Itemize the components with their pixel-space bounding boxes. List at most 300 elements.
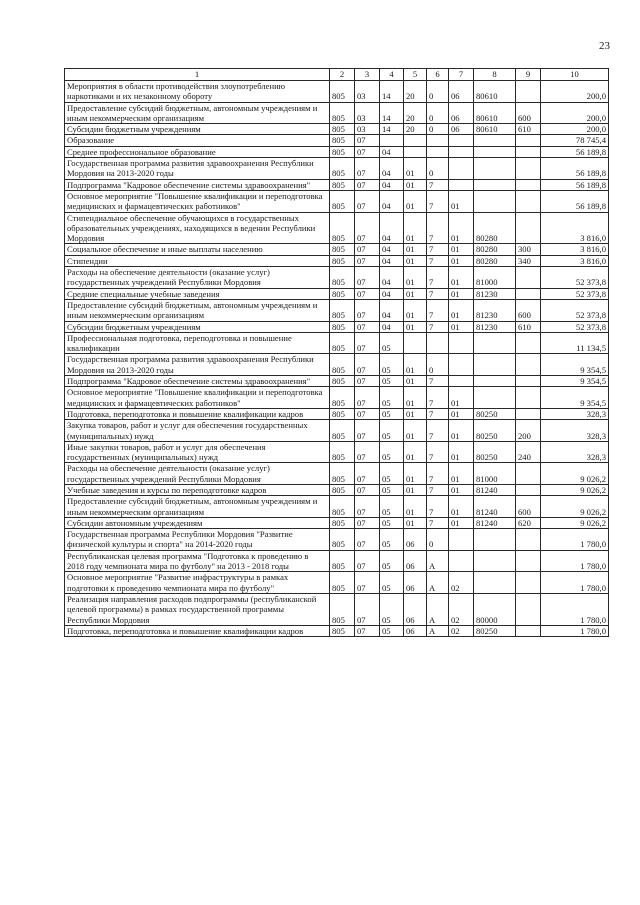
code-cell: 81240 [474, 517, 516, 528]
row-name-cell: Образование [65, 135, 330, 146]
table-row [65, 593, 609, 625]
code-cell: 7 [427, 376, 449, 387]
code-cell: 07 [355, 179, 380, 190]
code-cell: 81230 [474, 299, 516, 321]
table-row [65, 354, 609, 376]
code-cell: 80280 [474, 212, 516, 244]
table-row [65, 441, 609, 463]
column-header: 2 [330, 69, 355, 81]
code-cell: 01 [404, 190, 427, 212]
code-cell: 05 [380, 529, 404, 551]
code-cell [516, 179, 541, 190]
code-cell: 01 [449, 321, 474, 332]
code-cell [449, 332, 474, 354]
table-row [65, 496, 609, 518]
row-name-cell: Подготовка, переподготовка и повышение квалификации кадров [65, 625, 330, 636]
code-cell: 05 [380, 550, 404, 572]
row-name-cell: Социальное обеспечение и иные выплаты населению [65, 244, 330, 255]
row-name-cell: Расходы на обеспечение деятельности (оказание услуг) государственных учреждений Республики Мордовия [65, 463, 330, 485]
column-header: 5 [404, 69, 427, 81]
amount-cell: 78 745,4 [541, 135, 609, 146]
code-cell: 80280 [474, 244, 516, 255]
code-cell: 805 [330, 81, 355, 103]
code-cell: 600 [516, 496, 541, 518]
code-cell: 04 [380, 255, 404, 266]
code-cell: 06 [404, 529, 427, 551]
code-cell: 05 [380, 408, 404, 419]
code-cell [474, 158, 516, 180]
row-name-cell: Государственная программа развития здравоохранения Республики Мордовия на 2013-2020 годы [65, 158, 330, 180]
code-cell [516, 81, 541, 103]
amount-cell: 52 373,8 [541, 299, 609, 321]
code-cell: 01 [449, 190, 474, 212]
code-cell: 07 [355, 244, 380, 255]
code-cell: 01 [449, 463, 474, 485]
code-cell: 805 [330, 593, 355, 625]
code-cell: 04 [380, 244, 404, 255]
table-row [65, 299, 609, 321]
code-cell: 805 [330, 321, 355, 332]
code-cell: 07 [355, 496, 380, 518]
code-cell: 07 [355, 387, 380, 409]
code-cell: 7 [427, 288, 449, 299]
code-cell [449, 376, 474, 387]
row-name-cell: Республиканская целевая программа "Подготовка к проведению в 2018 году чемпионата мира по футболу" на 2013 - 2018 годы [65, 550, 330, 572]
amount-cell: 200,0 [541, 81, 609, 103]
code-cell: 01 [449, 408, 474, 419]
code-cell: 7 [427, 190, 449, 212]
row-name-cell: Реализация направления расходов подпрограммы (республиканской целевой программы) в рамках государственной программы Республики Мордовия [65, 593, 330, 625]
code-cell: 805 [330, 255, 355, 266]
code-cell: 805 [330, 387, 355, 409]
code-cell: 07 [355, 212, 380, 244]
row-name-cell: Расходы на обеспечение деятельности (оказание услуг) государственных учреждений Республики Мордовия [65, 267, 330, 289]
row-name-cell: Подпрограмма "Кадровое обеспечение системы здравоохранения" [65, 179, 330, 190]
table-row [65, 212, 609, 244]
code-cell: 805 [330, 408, 355, 419]
code-cell: 07 [355, 441, 380, 463]
row-name-cell: Субсидии бюджетным учреждениям [65, 124, 330, 135]
code-cell: 01 [404, 179, 427, 190]
code-cell: 01 [404, 387, 427, 409]
table-row [65, 179, 609, 190]
code-cell: 805 [330, 288, 355, 299]
code-cell [449, 158, 474, 180]
code-cell: А [427, 572, 449, 594]
code-cell: 20 [404, 124, 427, 135]
code-cell: 07 [355, 517, 380, 528]
code-cell [474, 332, 516, 354]
code-cell: 01 [449, 387, 474, 409]
code-cell [516, 550, 541, 572]
amount-cell: 1 780,0 [541, 625, 609, 636]
code-cell: 07 [355, 321, 380, 332]
code-cell: 0 [427, 529, 449, 551]
row-name-cell: Закупка товаров, работ и услуг для обеспечения государственных (муниципальных) нужд [65, 420, 330, 442]
code-cell: 805 [330, 212, 355, 244]
code-cell: 01 [449, 496, 474, 518]
code-cell [516, 332, 541, 354]
code-cell: 01 [449, 420, 474, 442]
code-cell: 7 [427, 484, 449, 495]
code-cell: 0 [427, 102, 449, 124]
code-cell: 07 [355, 288, 380, 299]
code-cell: 01 [404, 496, 427, 518]
code-cell: 80610 [474, 124, 516, 135]
code-cell: 7 [427, 212, 449, 244]
column-header: 1 [65, 69, 330, 81]
table-row [65, 550, 609, 572]
table-row [65, 625, 609, 636]
code-cell: 06 [449, 102, 474, 124]
amount-cell: 56 189,8 [541, 146, 609, 157]
code-cell: 01 [404, 376, 427, 387]
code-cell: 300 [516, 244, 541, 255]
amount-cell: 200,0 [541, 124, 609, 135]
code-cell: 04 [380, 299, 404, 321]
code-cell [380, 135, 404, 146]
code-cell: 01 [449, 517, 474, 528]
code-cell: 0 [427, 81, 449, 103]
table-row [65, 190, 609, 212]
table-row [65, 572, 609, 594]
code-cell: 200 [516, 420, 541, 442]
code-cell: 600 [516, 299, 541, 321]
code-cell: 14 [380, 124, 404, 135]
code-cell: 80280 [474, 255, 516, 266]
row-name-cell: Профессиональная подготовка, переподготовка и повышение квалификации [65, 332, 330, 354]
code-cell: 805 [330, 135, 355, 146]
code-cell: 7 [427, 441, 449, 463]
code-cell: 07 [355, 625, 380, 636]
code-cell: 07 [355, 332, 380, 354]
column-header: 9 [516, 69, 541, 81]
code-cell: 14 [380, 81, 404, 103]
amount-cell: 328,3 [541, 408, 609, 419]
row-name-cell: Иные закупки товаров, работ и услуг для обеспечения государственных (муниципальных) нужд [65, 441, 330, 463]
code-cell [516, 625, 541, 636]
code-cell: 805 [330, 244, 355, 255]
amount-cell: 1 780,0 [541, 572, 609, 594]
code-cell [474, 135, 516, 146]
code-cell: 80250 [474, 408, 516, 419]
code-cell: 01 [404, 321, 427, 332]
code-cell: 7 [427, 179, 449, 190]
code-cell [516, 529, 541, 551]
code-cell [516, 572, 541, 594]
page-number: 23 [599, 40, 610, 52]
code-cell: 07 [355, 593, 380, 625]
code-cell: 03 [355, 102, 380, 124]
code-cell: 7 [427, 517, 449, 528]
code-cell: 04 [380, 288, 404, 299]
code-cell: 01 [404, 244, 427, 255]
amount-cell: 9 354,5 [541, 387, 609, 409]
code-cell: 05 [380, 387, 404, 409]
code-cell: 07 [355, 463, 380, 485]
code-cell: 01 [404, 420, 427, 442]
amount-cell: 9 026,2 [541, 484, 609, 495]
code-cell [404, 332, 427, 354]
code-cell: 01 [404, 299, 427, 321]
code-cell: 80250 [474, 420, 516, 442]
code-cell: 7 [427, 299, 449, 321]
amount-cell: 56 189,8 [541, 190, 609, 212]
code-cell: 01 [449, 244, 474, 255]
code-cell [516, 463, 541, 485]
code-cell: 80610 [474, 102, 516, 124]
table-row [65, 158, 609, 180]
code-cell: 01 [404, 408, 427, 419]
code-cell [516, 387, 541, 409]
code-cell: 7 [427, 255, 449, 266]
amount-cell: 328,3 [541, 441, 609, 463]
code-cell: 05 [380, 354, 404, 376]
table-row [65, 332, 609, 354]
code-cell: 07 [355, 190, 380, 212]
code-cell [516, 212, 541, 244]
row-name-cell: Учебные заведения и курсы по переподготовке кадров [65, 484, 330, 495]
row-name-cell: Субсидии бюджетным учреждениям [65, 321, 330, 332]
code-cell: 805 [330, 625, 355, 636]
code-cell: 02 [449, 572, 474, 594]
code-cell [516, 288, 541, 299]
code-cell: 06 [404, 550, 427, 572]
code-cell: 01 [404, 288, 427, 299]
code-cell: 06 [449, 124, 474, 135]
amount-cell: 56 189,8 [541, 158, 609, 180]
table-row [65, 81, 609, 103]
code-cell: 05 [380, 441, 404, 463]
amount-cell: 3 816,0 [541, 255, 609, 266]
code-cell: 02 [449, 625, 474, 636]
code-cell: 340 [516, 255, 541, 266]
code-cell: 02 [449, 593, 474, 625]
code-cell: 240 [516, 441, 541, 463]
code-cell [427, 332, 449, 354]
code-cell [516, 135, 541, 146]
table-row [65, 102, 609, 124]
table-row [65, 267, 609, 289]
amount-cell: 9 026,2 [541, 517, 609, 528]
code-cell: 01 [449, 484, 474, 495]
code-cell [474, 354, 516, 376]
code-cell: 01 [404, 255, 427, 266]
code-cell: 7 [427, 408, 449, 419]
row-name-cell: Государственная программа развития здравоохранения Республики Мордовия на 2013-2020 годы [65, 354, 330, 376]
code-cell: 81240 [474, 496, 516, 518]
code-cell: 805 [330, 354, 355, 376]
code-cell: 7 [427, 387, 449, 409]
table-header-row [65, 69, 609, 81]
code-cell: 805 [330, 484, 355, 495]
code-cell: 81230 [474, 321, 516, 332]
row-name-cell: Основное мероприятие "Повышение квалификации и переподготовка медицинских и фармацевтических работников" [65, 190, 330, 212]
code-cell: 07 [355, 408, 380, 419]
code-cell: 805 [330, 190, 355, 212]
column-header: 8 [474, 69, 516, 81]
code-cell: 81240 [474, 484, 516, 495]
code-cell: 805 [330, 299, 355, 321]
code-cell [427, 135, 449, 146]
code-cell [474, 572, 516, 594]
code-cell: 610 [516, 321, 541, 332]
code-cell [449, 529, 474, 551]
code-cell: 0 [427, 354, 449, 376]
table-row [65, 146, 609, 157]
code-cell: 07 [355, 550, 380, 572]
code-cell [516, 158, 541, 180]
code-cell: 7 [427, 267, 449, 289]
code-cell: 06 [404, 625, 427, 636]
table-row [65, 387, 609, 409]
table-row [65, 484, 609, 495]
code-cell: 805 [330, 441, 355, 463]
code-cell: 07 [355, 420, 380, 442]
amount-cell: 52 373,8 [541, 321, 609, 332]
code-cell: 7 [427, 463, 449, 485]
row-name-cell: Подготовка, переподготовка и повышение квалификации кадров [65, 408, 330, 419]
code-cell: 03 [355, 124, 380, 135]
code-cell: 05 [380, 496, 404, 518]
code-cell: 7 [427, 321, 449, 332]
amount-cell: 9 026,2 [541, 496, 609, 518]
code-cell: 01 [449, 212, 474, 244]
code-cell: 805 [330, 179, 355, 190]
table-row [65, 376, 609, 387]
row-name-cell: Основное мероприятие "Развитие инфраструктуры в рамках подготовки к проведению чемпионата мира по футболу" [65, 572, 330, 594]
column-header: 6 [427, 69, 449, 81]
code-cell: 805 [330, 376, 355, 387]
code-cell: А [427, 625, 449, 636]
code-cell: 07 [355, 376, 380, 387]
code-cell: 600 [516, 102, 541, 124]
code-cell: 805 [330, 463, 355, 485]
amount-cell: 1 780,0 [541, 529, 609, 551]
code-cell: 7 [427, 496, 449, 518]
amount-cell: 3 816,0 [541, 212, 609, 244]
column-header: 10 [541, 69, 609, 81]
code-cell: 06 [449, 81, 474, 103]
code-cell: А [427, 593, 449, 625]
code-cell: 0 [427, 124, 449, 135]
code-cell: 81000 [474, 267, 516, 289]
amount-cell: 9 354,5 [541, 354, 609, 376]
code-cell: 01 [404, 441, 427, 463]
code-cell [516, 267, 541, 289]
code-cell: 04 [380, 179, 404, 190]
code-cell: 01 [404, 267, 427, 289]
table-row [65, 463, 609, 485]
table-row [65, 255, 609, 266]
code-cell [516, 484, 541, 495]
row-name-cell: Подпрограмма "Кадровое обеспечение системы здравоохранения" [65, 376, 330, 387]
column-header: 4 [380, 69, 404, 81]
table-row [65, 135, 609, 146]
table-row [65, 244, 609, 255]
table-row [65, 288, 609, 299]
code-cell: 07 [355, 267, 380, 289]
row-name-cell: Стипендиальное обеспечение обучающихся в государственных образовательных учреждениях, находящихся в ведении Республики Мордовия [65, 212, 330, 244]
code-cell: 805 [330, 550, 355, 572]
amount-cell: 9 354,5 [541, 376, 609, 387]
code-cell: 81000 [474, 463, 516, 485]
code-cell: 01 [404, 517, 427, 528]
code-cell [516, 354, 541, 376]
row-name-cell: Государственная программа Республики Мордовия "Развитие физической культуры и спорта" на 2014-2020 годы [65, 529, 330, 551]
code-cell: 05 [380, 517, 404, 528]
code-cell: 05 [380, 376, 404, 387]
code-cell: 07 [355, 158, 380, 180]
code-cell: 01 [404, 212, 427, 244]
row-name-cell: Средние специальные учебные заведения [65, 288, 330, 299]
code-cell: 04 [380, 158, 404, 180]
code-cell: 05 [380, 593, 404, 625]
row-name-cell: Среднее профессиональное образование [65, 146, 330, 157]
row-name-cell: Основное мероприятие "Повышение квалификации и переподготовка медицинских и фармацевтических работников" [65, 387, 330, 409]
code-cell: 805 [330, 267, 355, 289]
code-cell: 07 [355, 529, 380, 551]
code-cell: 01 [404, 354, 427, 376]
amount-cell: 11 134,5 [541, 332, 609, 354]
code-cell: 07 [355, 146, 380, 157]
code-cell: 805 [330, 529, 355, 551]
code-cell: 01 [449, 299, 474, 321]
code-cell: 805 [330, 102, 355, 124]
code-cell: 805 [330, 420, 355, 442]
code-cell: 07 [355, 572, 380, 594]
code-cell: 81230 [474, 288, 516, 299]
code-cell: 805 [330, 158, 355, 180]
code-cell [474, 550, 516, 572]
code-cell [516, 190, 541, 212]
code-cell: 01 [449, 441, 474, 463]
code-cell [474, 190, 516, 212]
table-row [65, 408, 609, 419]
code-cell [474, 376, 516, 387]
code-cell: 805 [330, 572, 355, 594]
code-cell [474, 179, 516, 190]
row-name-cell: Стипендии [65, 255, 330, 266]
code-cell: 805 [330, 496, 355, 518]
code-cell: 7 [427, 420, 449, 442]
code-cell: 01 [404, 158, 427, 180]
code-cell: 04 [380, 212, 404, 244]
code-cell: 01 [404, 463, 427, 485]
code-cell: 04 [380, 321, 404, 332]
code-cell: 80000 [474, 593, 516, 625]
code-cell: 07 [355, 255, 380, 266]
code-cell: 05 [380, 463, 404, 485]
code-cell: 80250 [474, 441, 516, 463]
row-name-cell: Мероприятия в области противодействия злоупотреблению наркотиками и их незаконному обороту [65, 81, 330, 103]
table-row [65, 420, 609, 442]
table-body [65, 81, 609, 637]
code-cell [516, 376, 541, 387]
code-cell: 20 [404, 81, 427, 103]
code-cell [449, 354, 474, 376]
code-cell: 620 [516, 517, 541, 528]
amount-cell: 9 026,2 [541, 463, 609, 485]
code-cell: 01 [449, 288, 474, 299]
row-name-cell: Предоставление субсидий бюджетным, автономным учреждениям и иным некоммерческим организациям [65, 496, 330, 518]
code-cell: 07 [355, 135, 380, 146]
code-cell: 07 [355, 484, 380, 495]
row-name-cell: Предоставление субсидий бюджетным, автономным учреждениям и иным некоммерческим организациям [65, 102, 330, 124]
column-header: 7 [449, 69, 474, 81]
code-cell: 14 [380, 102, 404, 124]
code-cell: 0 [427, 158, 449, 180]
